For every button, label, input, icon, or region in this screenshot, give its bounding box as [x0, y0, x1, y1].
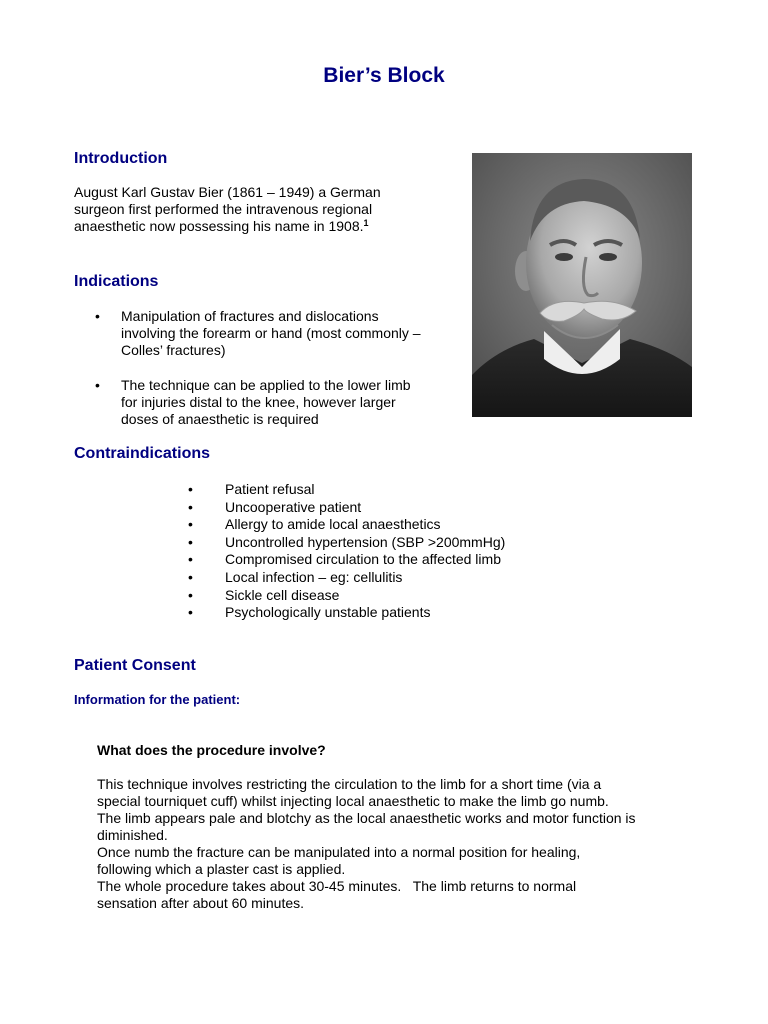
contraindication-text: Uncooperative patient: [225, 498, 362, 515]
introduction-line: anaesthetic now possessing his name in 1908.$^1$: [74, 218, 369, 234]
contraindication-text: Psychologically unstable patients: [225, 604, 431, 621]
contraindication-text: Allergy to amide local anaesthetics: [225, 516, 441, 533]
bullet: •: [188, 516, 193, 533]
footnote-reference[interactable]: 1: [363, 218, 369, 228]
indication-line: for injuries distal to the knee, however larger: [121, 394, 396, 410]
procedure-line: The limb appears pale and blotchy as the local anaesthetic works and motor function is: [97, 810, 636, 826]
portrait-photo: [472, 153, 692, 417]
introduction-line: August Karl Gustav Bier (1861 – 1949) a German: [74, 184, 381, 200]
procedure-line: following which a plaster cast is applied.: [97, 861, 346, 877]
bullet: •: [188, 533, 193, 550]
bullet: •: [188, 586, 193, 603]
page-title: Bier’s Block: [323, 64, 445, 87]
procedure-line: diminished.: [97, 827, 168, 843]
bullet: •: [95, 377, 100, 393]
patient-consent-heading: Patient Consent: [74, 657, 196, 674]
indication-line: The technique can be applied to the lower limb: [121, 377, 411, 393]
indications-heading: Indications: [74, 273, 159, 290]
indication-line: doses of anaesthetic is required: [121, 411, 319, 427]
procedure-line: Once numb the fracture can be manipulated into a normal position for healing,: [97, 844, 581, 860]
bullet: •: [188, 604, 193, 621]
indication-line: Manipulation of fractures and dislocations: [121, 308, 379, 324]
bullet: •: [188, 551, 193, 568]
contraindications-heading: Contraindications: [74, 445, 211, 462]
contraindication-text: Sickle cell disease: [225, 586, 340, 603]
bullet: •: [95, 308, 100, 324]
introduction-heading: Introduction: [74, 150, 168, 167]
contraindication-text: Patient refusal: [225, 481, 315, 497]
procedure-line: This technique involves restricting the circulation to the limb for a short time (via a: [97, 776, 602, 792]
procedure-description: [97, 776, 636, 912]
introduction-line: surgeon first performed the intravenous regional: [74, 201, 373, 217]
introduction-paragraph: [74, 184, 381, 235]
bullet: •: [188, 481, 193, 497]
portrait-illustration: [472, 153, 692, 417]
contraindication-text: Local infection – eg: cellulitis: [225, 568, 403, 585]
procedure-line: special tourniquet cuff) whilst injecting local anaesthetic to make the limb go numb.: [97, 793, 609, 809]
bullet: •: [188, 498, 193, 515]
procedure-line: sensation after about 60 minutes.: [97, 895, 305, 911]
indication-item: [95, 377, 465, 428]
bullet: •: [188, 568, 193, 585]
indication-item: [95, 308, 465, 359]
contraindication-text: Uncontrolled hypertension (SBP >200mmHg): [225, 533, 506, 550]
procedure-question: What does the procedure involve?: [97, 742, 326, 758]
patient-information-subheading: Information for the patient:: [74, 692, 241, 707]
procedure-line: The whole procedure takes about 30-45 minutes. The limb returns to normal: [97, 878, 577, 894]
contraindication-text: Compromised circulation to the affected limb: [225, 551, 501, 568]
indication-line: Colles’ fractures): [121, 342, 226, 358]
indication-line: involving the forearm or hand (most commonly –: [121, 325, 421, 341]
